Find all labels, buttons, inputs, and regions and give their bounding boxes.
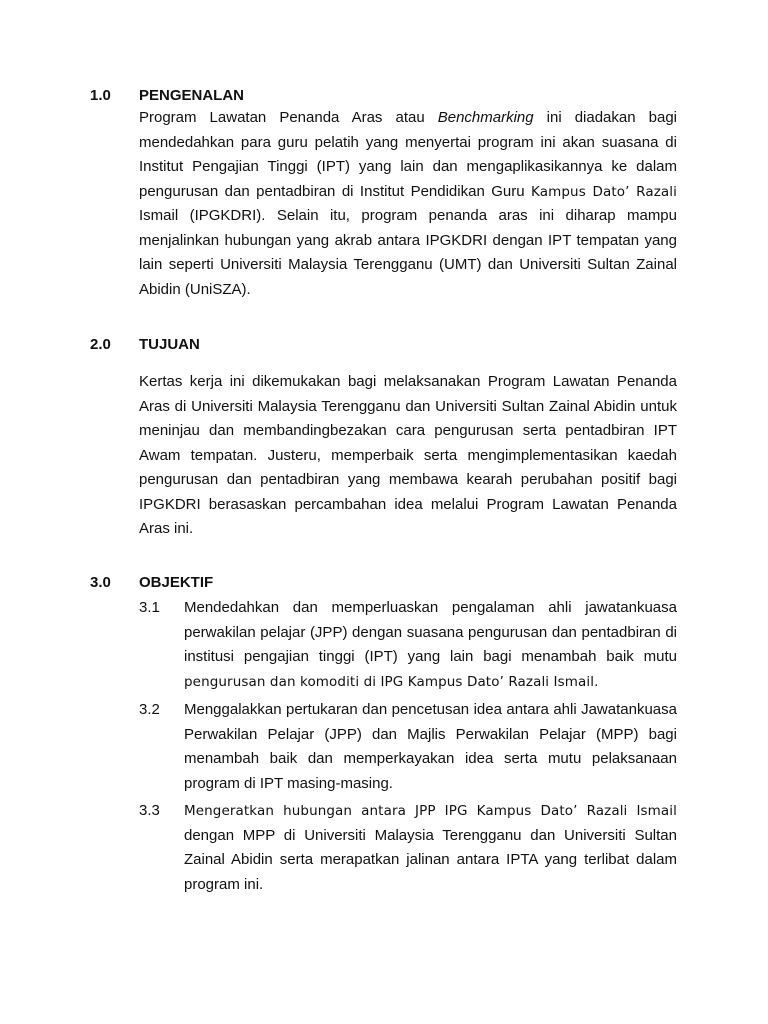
section-1-paragraph: [139, 106, 677, 302]
objective-3-3-text-b: dengan MPP di Universiti Malaysia Terengganu dan Universiti Sultan Zainal Abidin serta merapatkan jalinan antara IPTA yang terlibat dalam program ini.: [184, 826, 677, 893]
section-3-title: OBJEKTIF: [139, 574, 214, 591]
section-1-title: PENGENALAN: [139, 87, 245, 104]
section-1-number: 1.0: [90, 87, 111, 104]
objective-3-2-text: Menggalakkan pertukaran dan pencetusan idea antara ahli Jawatankuasa Perwakilan Pelajar (JPP) dan Majlis Perwakilan Pelajar (MPP) bagi menambah baik dan memperkayakan idea serta mutu pelaksanaan program di IPT masing-masing.: [184, 701, 677, 792]
section-1-text-a: Program Lawatan Penanda Aras atau: [139, 109, 438, 126]
section-2-paragraph: Kertas kerja ini dikemukakan bagi melaksanakan Program Lawatan Penanda Aras di Universiti Malaysia Terengganu dan Universiti Sultan Zainal Abidin untuk meninjau dan membandingbezakan cara pengurusan serta pentadbiran IPT Awam tempatan. Justeru, memperbaik serta mengimplementasikan kaedah pengurusan dan pentadbiran yang membawa kearah perubahan positif bagi IPGKDRI berasaskan percambahan idea melalui Program Lawatan Penanda Aras ini.: [139, 373, 677, 537]
objective-3-1-text-a: Mendedahkan dan memperluaskan pengalaman ahli jawatankuasa perwakilan pelajar (JPP) dengan suasana pengurusan dan pentadbiran di institusi pengajian tinggi (IPT) yang lain bagi menambah baik mutu: [184, 599, 677, 666]
section-2-number: 2.0: [90, 336, 111, 353]
objective-3-2-number: 3.2: [139, 701, 160, 718]
objective-3-1-text: [184, 596, 677, 694]
section-1-text-italic: Benchmarking: [437, 109, 534, 126]
objective-3-3-text-a: Mengeratkan hubungan antara JPP IPG Kampus Dato’ Razali Ismail: [184, 803, 677, 819]
section-2-title: TUJUAN: [139, 336, 200, 353]
section-3-number: 3.0: [90, 574, 111, 591]
section-1-text-b: ini diadakan bagi mendedahkan para guru pelatih yang menyertai program ini akan suasana di Institut Pengajian Tinggi (IPT) yang lain dan mengaplikasikannya ke dalam pengurusan dan pentadbiran di Institut Pendidikan Guru: [139, 109, 677, 200]
section-1-text-c: Ismail (IPGKDRI). Selain itu, program penanda aras ini diharap mampu menjalinkan hubungan yang akrab antara IPGKDRI dengan IPT tempatan yang lain seperti Universiti Malaysia Terengganu (UMT) dan Universiti Sultan Zainal Abidin (UniSZA).: [139, 207, 677, 298]
objective-3-3-text: [184, 799, 677, 897]
objective-3-3-number: 3.3: [139, 802, 160, 819]
objective-3-1-number: 3.1: [139, 599, 160, 616]
section-1-text-campus: Kampus Dato’ Razali: [531, 183, 677, 200]
objective-3-1-text-b: pengurusan dan komoditi di IPG Kampus Dato’ Razali Ismail.: [184, 673, 599, 690]
